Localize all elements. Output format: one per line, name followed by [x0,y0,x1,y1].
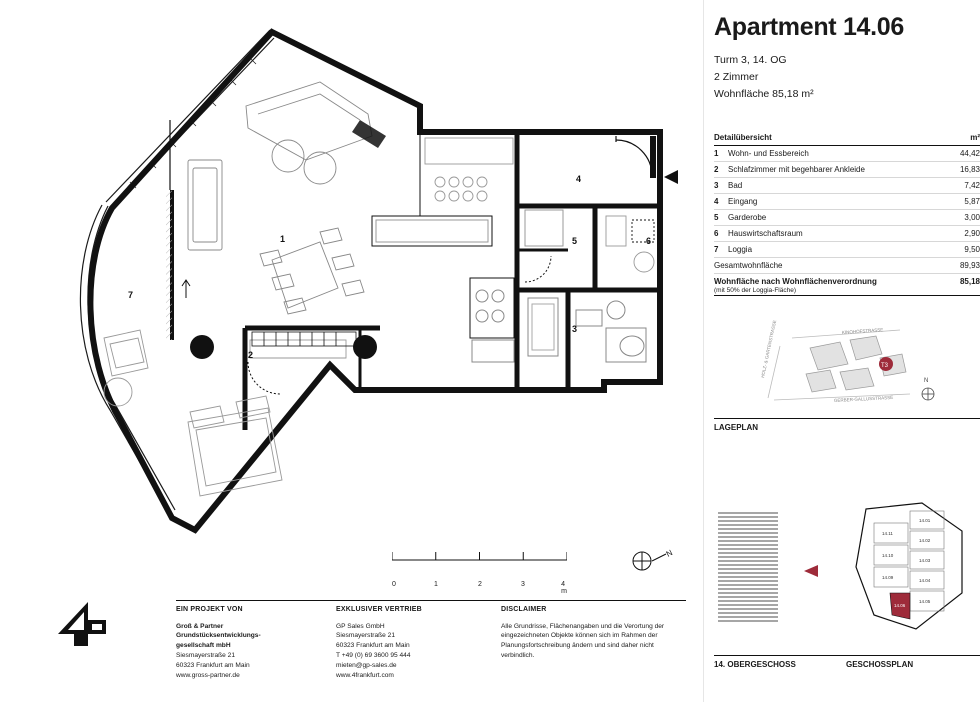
footer-sales-website[interactable]: www.4frankfurt.com [336,671,394,679]
room-area: 7,42 [964,180,980,190]
footer-sales [336,600,501,681]
room-number: 1 [714,148,719,158]
info-panel [714,0,980,702]
svg-text:KINOHOFSTRASSE: KINOHOFSTRASSE [841,326,884,335]
total-area: 89,93 [959,260,980,270]
room-area: 9,50 [964,244,980,254]
meta-area: Wohnfläche 85,18 m² [714,87,814,100]
footer-disclaimer-text: Alle Grundrisse, Flächenangaben und die Verortung der eingezeichneten Objekte können sich im Rahmen der Planungsfortschreibung ändern und sind daher nicht verbindlich. [501,622,665,660]
svg-text:6: 6 [646,236,652,246]
room-label: Wohn- und Essbereich [728,148,809,158]
regulated-label: Wohnfläche nach Wohnflächenverordnung [714,276,877,286]
geschossplan-figure [714,497,980,687]
regulated-area-row [714,274,980,296]
footer-project-line: 60323 Frankfurt am Main [176,662,250,670]
svg-text:4: 4 [576,174,582,184]
table-row [714,178,980,194]
footer-disclaimer-heading: DISCLAIMER [501,600,686,616]
svg-text:14.02: 14.02 [919,538,931,543]
svg-text:GERBER-GALLUSSTRASSE: GERBER-GALLUSSTRASSE [833,394,894,403]
svg-text:HOLZ- & GARTENSTRASSE: HOLZ- & GARTENSTRASSE [760,319,778,378]
detail-table-header [714,133,980,146]
apartment-floorplan [20,10,710,550]
room-area: 3,00 [964,212,980,222]
room-label: Hauswirtschaftsraum [728,228,803,238]
total-label: Gesamtwohnfläche [714,260,783,270]
table-row [714,194,980,210]
scale-tick-2: 2 [478,581,482,588]
footer [56,600,696,681]
geschossplan-captions [714,655,980,669]
scale-tick-0: 0 [392,581,396,588]
apartment-meta [714,52,980,103]
geschossplan-label: GESCHOSSPLAN [846,655,980,669]
meta-tower: Turm 3, 14. OG [714,53,787,66]
meta-rooms: 2 Zimmer [714,70,759,83]
regulated-area: 85,18 [959,276,980,286]
room-number: 3 [714,180,719,190]
total-area-row [714,258,980,274]
room-area: 16,83 [959,164,980,174]
footer-sales-line: Siesmayerstraße 21 [336,632,395,640]
room-area: 5,87 [964,196,980,206]
svg-text:2: 2 [248,350,254,360]
room-label: Eingang [728,196,758,206]
room-label: Schlafzimmer mit begehbarer Ankleide [728,164,865,174]
svg-text:14.03: 14.03 [919,558,931,563]
table-row [714,226,980,242]
page-title: Apartment 14.06 [714,13,905,41]
room-table [714,146,980,296]
footer-sales-email[interactable]: mieten@gp-sales.de [336,662,397,670]
footer-sales-heading: EXKLUSIVER VERTRIEB [336,600,501,616]
svg-text:T3: T3 [881,362,889,369]
regulated-note: (mit 50% der Loggia-Fläche) [714,286,797,294]
svg-text:14.10: 14.10 [882,553,894,558]
room-label: Loggia [728,244,753,254]
floor-label: 14. OBERGESCHOSS [714,655,846,669]
footer-disclaimer [501,600,686,681]
footer-project-line: Siesmayerstraße 21 [176,652,235,660]
room-number: 7 [714,244,719,254]
scale-tick-1: 1 [434,581,438,588]
footer-project-heading: EIN PROJEKT VON [176,600,336,616]
footer-sales-line: 60323 Frankfurt am Main [336,642,410,650]
footer-project-line: Groß & Partner [176,622,224,630]
room-label: Garderobe [728,212,767,222]
svg-text:1: 1 [280,234,286,244]
logo-4frankfurt [56,600,176,681]
table-row [714,162,980,178]
footer-project-line: gesellschaft mbH [176,642,231,650]
table-row [714,210,980,226]
scale-tick-3: 3 [521,581,525,588]
room-label: Bad [728,180,743,190]
room-number: 5 [714,212,719,222]
footer-sales-phone[interactable]: T +49 (0) 69 3600 95 444 [336,652,411,660]
room-number: 4 [714,196,719,206]
svg-text:14.09: 14.09 [882,575,894,580]
scale-bar [392,548,567,595]
svg-text:3: 3 [572,324,578,334]
lageplan-map [714,320,980,412]
footer-project-line: Grundstücksentwicklungs- [176,632,261,640]
detail-unit: m² [970,132,980,142]
room-area: 2,90 [964,228,980,238]
table-row [714,242,980,258]
svg-text:14.04: 14.04 [919,578,931,583]
footer-project [176,600,336,681]
room-number: 6 [714,228,719,238]
room-number: 2 [714,164,719,174]
svg-text:N: N [664,548,675,559]
table-row [714,146,980,162]
compass-north-icon [630,545,676,577]
room-area: 44,42 [959,148,980,158]
lageplan-label: LAGEPLAN [714,418,980,432]
footer-sales-line: GP Sales GmbH [336,622,385,630]
svg-text:14.05: 14.05 [919,599,931,604]
svg-text:7: 7 [128,290,134,300]
svg-text:5: 5 [572,236,578,246]
detail-heading: Detailübersicht [714,132,772,142]
svg-text:N: N [924,377,929,384]
footer-project-website[interactable]: www.gross-partner.de [176,671,240,679]
svg-text:14.01: 14.01 [919,518,931,523]
scale-tick-4: 4 m [561,581,567,595]
svg-text:14.06: 14.06 [894,603,906,608]
svg-text:14.11: 14.11 [882,531,893,536]
